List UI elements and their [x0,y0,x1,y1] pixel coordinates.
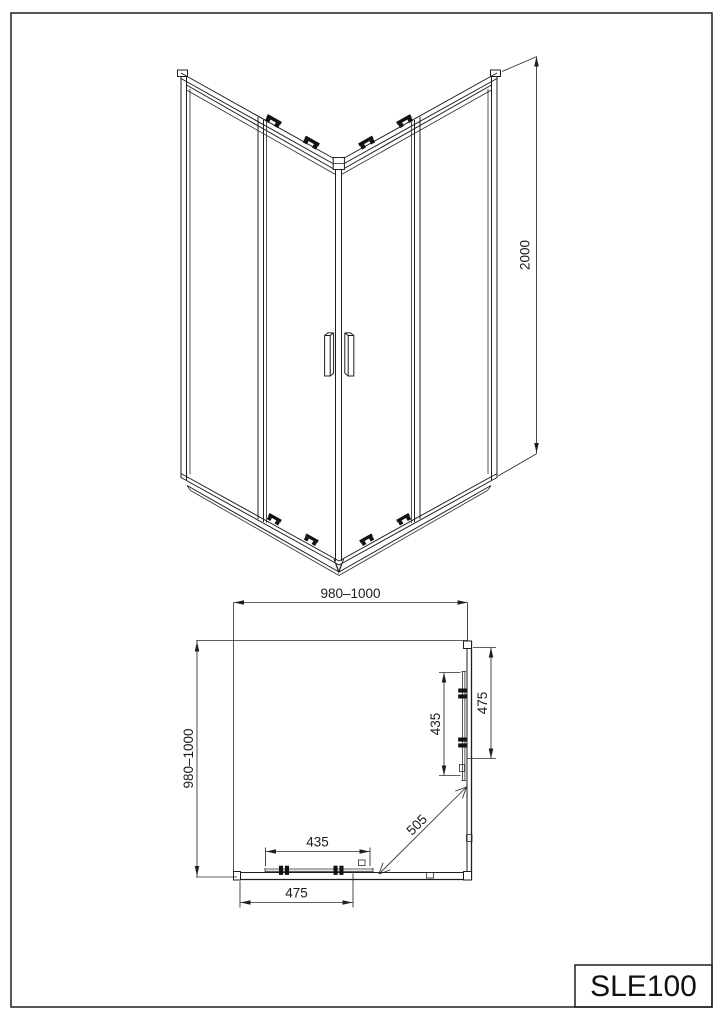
iso-height-label: 2000 [517,239,533,271]
guide-block [359,860,366,866]
bottom-guide-icon [396,513,411,526]
isometric-view [178,57,539,576]
bottom-guide-icon [359,534,374,547]
bottom-guide-icon [266,513,281,526]
dim-bottom-door [266,835,371,867]
plan-view [181,586,496,908]
left-door-handle [325,333,334,376]
plan-roller-icon [279,866,289,875]
bottom-door-label: 435 [306,834,329,850]
dim-plan-depth [181,641,237,877]
bottom-guide-icon [303,534,318,547]
right-door-handle [345,333,354,376]
right-door-label: 435 [428,712,443,736]
plan-right-wall [458,641,472,880]
right-side-label: 475 [475,691,490,715]
plan-width-label: 980–1000 [320,586,381,601]
dim-plan-width [234,586,468,641]
page-border [11,13,712,1007]
dim-corner-opening [379,787,467,874]
guide-block [460,765,465,772]
plan-roller-icon [334,866,344,875]
bottom-side-label: 475 [285,885,308,901]
dim-iso-height [498,57,539,477]
dim-right-door [428,673,461,776]
wall-bracket [427,873,434,879]
corner-opening-label: 505 [403,811,431,839]
plan-depth-label: 980–1000 [181,728,196,789]
title-block [575,965,712,1007]
corner-post [333,158,344,573]
dim-bottom-side [240,874,353,908]
plan-bottom-wall [234,860,472,880]
model-number: SLE100 [590,970,697,1003]
